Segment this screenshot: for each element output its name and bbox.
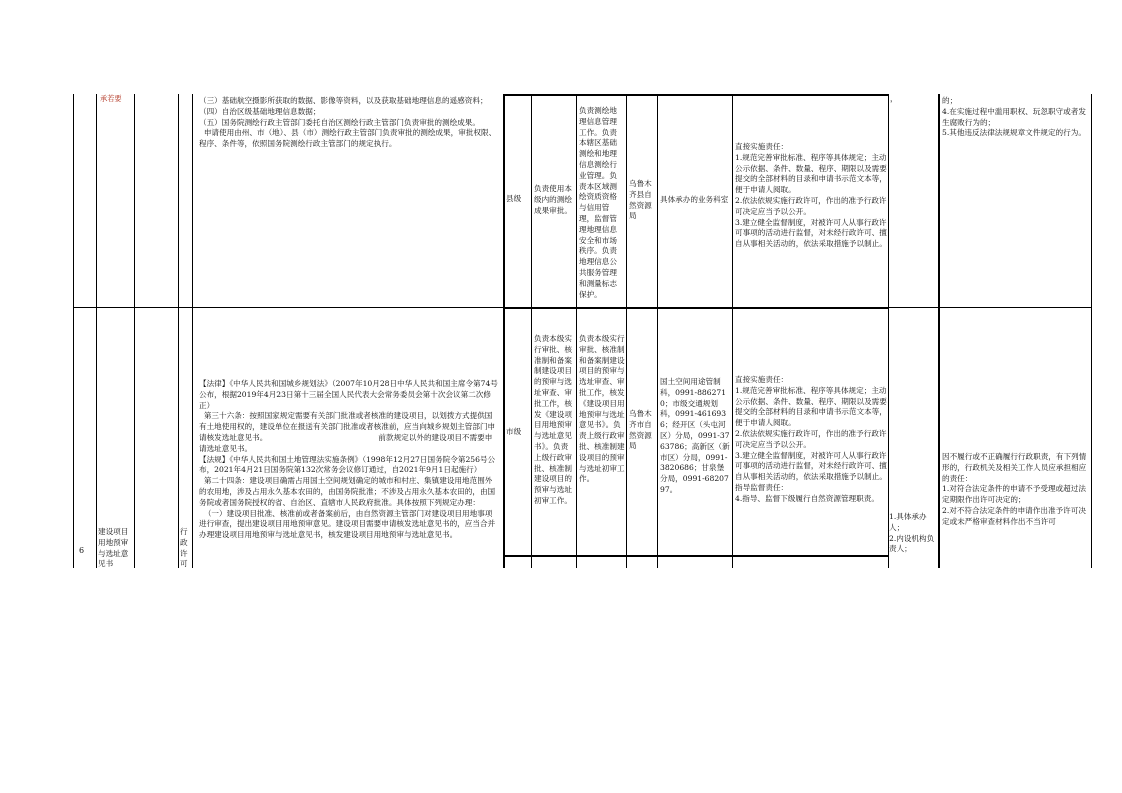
grid-line [178,94,179,568]
accountability-situation: 的； 4.在实施过程中滥用职权、玩忽职守或者发生腐败行为的； 5.其他违反法律法规规章文件规定的行为。 [942,96,1086,138]
grid-line [96,94,97,568]
supervision-duty: 负责测绘地理信息管理工作。负责本辖区基础测绘和地理信息测绘行业管理。负责本区域测绘资质资格与信用管理，监督管理地理信息安全和市场秩序。负责地理信息公共服务管理和测量标志保护。 [579,106,617,299]
implementation-level: 市级 [506,427,522,436]
legal-basis-text: （三）基础航空摄影所获取的数据、影像等资料，以及获取基础地理信息的遥感资料； （四）自治区级基础地理信息数据； （五）国务院测绘行政主管部门委托自治区测绘行政主管部门负责审批的测绘成果。 申请使用由州、市（地）、县（市）测绘行政主管部门负责审批的测绘成果，审批权限、程序、条件等，依照国务院测绘行政主管部门的规定执行。 [199,96,497,149]
implementing-authority: 乌鲁木齐市自然资源局 [629,409,652,451]
undertaking-unit: 国土空间用途管制科，0991-8862710；市级交通规划科，0991-4616936；经开区（头屯河区）分局，0991-3763786；高新区（新市区）分局，0991-3820686；甘泉堡分局，0991-6820797。 [660,377,730,494]
responsibility-content: 直接实施责任： 1.规范完善审批标准、程序等具体规定；主动公示依据、条件、数量、程序、期限以及需要提交的全部材料的目录和申请书示范文本等，便于申请人阅取。 2.依法依规实施行政许可，作出的准予行政许可决定应当予以公开。 3.建立健全监督制度，对被许可人从事行政许可事项的活动进行监督，对未经行政许可、擅自从事相关活动的，依法采取措施予以制止。 [735,142,887,249]
item-name-fragment: 承若要 [100,94,122,103]
row-bottom-border [503,555,888,557]
grid-line [888,94,889,568]
grid-line [503,94,505,568]
item-index: 6 [79,546,85,555]
undertaking-unit: 具体承办的业务科室 [660,195,729,204]
responsibility-content: 直接实施责任： 1.规范完善审批标准、程序等具体规定；主动公示依据、条件、数量、程序、期限以及需要提交的全部材料的目录和申请书示范文本等，便于申请人阅取。 2.依法依规实施行政许可，作出的准予行政许可决定应当予以公开。 3.建立健全监督制度，对被许可人从事行政许可事项的活动进行监督，对未经行政许可、擅自从事相关活动的，依法采取措施予以制止。 指导监督责任： 4.指导、监督下级履行自然资源管理职责。 [735,375,887,503]
department-duty: 负责本级实行审批、核准制和备案制建设项目的预审与选址审查、审批工作，核发《建设项目用地预审与选址意见书》。负责上级行政审批、核准制建设项目的预审与选址初审工作。 [534,334,572,505]
department-duty: 负责使用本级内的测绘成果审批。 [534,184,572,215]
responsibility-table [73,94,1092,568]
grid-line [531,94,532,568]
grid-line [1091,94,1092,568]
grid-line [626,94,627,568]
implementing-authority: 乌鲁木齐县自然资源局 [629,179,652,221]
grid-line [192,94,193,568]
grid-line [134,94,135,568]
grid-line [73,94,74,568]
grid-line [576,94,577,568]
legal-basis-text: 【法律】《中华人民共和国城乡规划法》（2007年10月28日中华人民共和国主席令第74号公布，根据2019年4月23日第十三届全国人民代表大会常务委员会第十次会议第二次修正） 第三十六条：按照国家规定需要有关部门批准或者核准的建设项目，以划拨方式提供国有土地使用权的，建设单位在报送有关部门批准或者核准前，应当向城乡规划主管部门申请核发选址意见书。 前款规定以外的建设项目不需要申请选址意见书。 【法规】《中华人民共和国土地管理法实施条例》（1998年12月27日国务院令第256号公布，2021年4月21日国务院第132次常务会议修订通过，自2021年9月1日起施行） 第二十四条：建设项目确需占用国土空间规划确定的城市和村庄、集镇建设用地范围外的农用地，涉及占用永久基本农田的，由国务院批准；不涉及占用永久基本农田的，由国务院或者国务院授权的省、自治区、直辖市人民政府批准。具体按照下列规定办理： （一）建设项目批准、核准前或者备案前后，由自然资源主管部门对建设项目用地事项进行审查，提出建设项目用地预审意见。建设项目需要申请核发选址意见书的，应当合并办理建设项目用地预审与选址意见书，核发建设项目用地预审与选址意见书。 [199,379,498,540]
grid-line [657,94,658,568]
item-category: 行政许可 [180,527,188,568]
accountable-subject: 1.具体承办人； 2.内设机构负责人； [889,512,935,554]
accountable-subject-fragment: ， [890,94,898,103]
item-name: 建设项目用地预审与选址意见书 [98,527,129,568]
row-top-border [503,307,888,309]
row-top-border [503,94,888,96]
grid-line [732,94,733,568]
accountability-situation: 因不履行或不正确履行行政职责，有下列情形的，行政机关及相关工作人员应承担相应的责任： 1.对符合法定条件的申请不予受理或超过法定期限作出许可决定的； 2.对不符合法定条件的申请作出准予许可决定或未严格审查材料作出不当许可 [942,452,1087,526]
grid-line [938,94,940,568]
supervision-duty: 负责本级实行审批、核准制和备案制建设项目的预审与选址审查、审批工作，核发《建设项目用地预审与选址意见书》。负责上级行政审批、核准制建设项目的预审与选址初审工作。 [579,334,625,484]
implementation-level: 县级 [506,194,522,203]
